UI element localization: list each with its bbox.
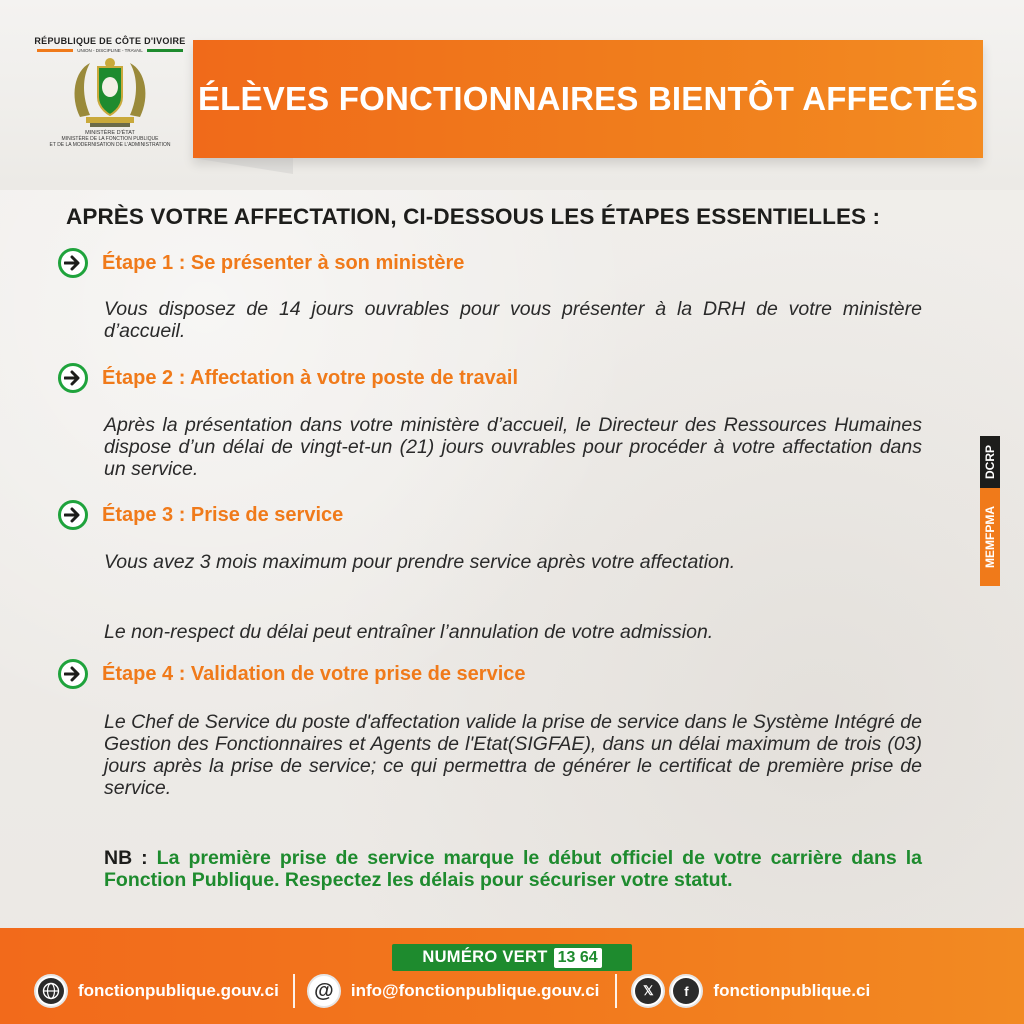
ministry-logo: [30, 36, 190, 166]
republic-name: RÉPUBLIQUE DE CÔTE D'IVOIRE: [34, 36, 186, 46]
flag-row: [30, 48, 190, 53]
motto: UNION - DISCIPLINE - TRAVAIL: [77, 48, 143, 53]
side-tag-dcrp: DCRP: [980, 436, 1000, 488]
title-banner: [193, 40, 983, 158]
step-title: Étape 4 : Validation de votre prise de service: [102, 662, 526, 685]
nb-note: [104, 847, 922, 891]
green-number-label: NUMÉRO VERT: [422, 948, 548, 966]
ministry-line-1: MINISTÈRE D'ÉTAT: [85, 130, 135, 136]
flag-green-bar: [147, 49, 183, 52]
arrow-right-icon: [58, 248, 88, 278]
arrow-right-icon: [58, 363, 88, 393]
step-3-header: [58, 500, 343, 530]
ministry-line-3: ET DE LA MODERNISATION DE L'ADMINISTRATION: [49, 142, 171, 148]
step-4-body: Le Chef de Service du poste d'affectation valide la prise de service dans le Système Intégré de Gestion des Fonctionnaires et Agents de l'Etat(SIGFAE), dans un délai maximum de trois (03) jours après la prise de service; ce qui permettra de générer le certificat de première prise de service.: [104, 711, 922, 799]
step-2-header: [58, 363, 518, 393]
step-2-body: Après la présentation dans votre ministère d’accueil, le Directeur des Ressources Humaines dispose d’un délai de vingt-et-un (21) jours ouvrables pour procéder à votre affectation dans un service.: [104, 414, 922, 480]
email-link[interactable]: [307, 974, 600, 1008]
side-tag: [980, 436, 1000, 586]
page-title: ÉLÈVES FONCTIONNAIRES BIENTÔT AFFECTÉS: [197, 80, 979, 117]
step-title: Étape 1 : Se présenter à son ministère: [102, 251, 465, 274]
step-1-body: Vous disposez de 14 jours ouvrables pour vous présenter à la DRH de votre ministère d’accueil.: [104, 298, 922, 342]
arrow-right-icon: [58, 500, 88, 530]
ministry-line-2: MINISTÈRE DE LA FONCTION PUBLIQUE: [61, 136, 159, 142]
website-text: fonctionpublique.gouv.ci: [78, 981, 279, 1000]
x-icon: 𝕏: [631, 974, 665, 1008]
globe-icon: [34, 974, 68, 1008]
social-text: fonctionpublique.ci: [713, 981, 871, 1000]
flag-orange-bar: [37, 49, 73, 52]
arrow-right-icon: [58, 659, 88, 689]
step-4-header: [58, 659, 526, 689]
footer-separator: [293, 974, 295, 1008]
footer-contacts: [0, 968, 1024, 1014]
step-3-warning: Le non-respect du délai peut entraîner l’annulation de votre admission.: [104, 621, 714, 643]
coat-of-arms-icon: [68, 57, 152, 129]
step-title: Étape 2 : Affectation à votre poste de travail: [102, 366, 519, 389]
section-subtitle: APRÈS VOTRE AFFECTATION, CI-DESSOUS LES ÉTAPES ESSENTIELLES :: [66, 204, 881, 229]
green-number-value: 13 64: [554, 948, 602, 968]
email-text: info@fonctionpublique.gouv.ci: [350, 981, 600, 1000]
banner-shadow: [193, 158, 293, 174]
step-1-header: [58, 248, 464, 278]
nb-text: La première prise de service marque le début officiel de votre carrière dans la Fonction Publique. Respectez les délais pour sécuriser votre statut.: [104, 847, 922, 891]
step-title: Étape 3 : Prise de service: [102, 503, 344, 526]
side-tag-memfpma: MEMFPMA: [980, 488, 1000, 586]
at-icon: @: [307, 974, 341, 1008]
step-3-body: Vous avez 3 mois maximum pour prendre service après votre affectation.: [104, 551, 736, 573]
social-link[interactable]: [631, 974, 870, 1008]
nb-label: NB :: [104, 847, 148, 869]
green-number-badge: [392, 944, 632, 971]
footer-separator: [615, 974, 617, 1008]
facebook-icon: f: [669, 974, 703, 1008]
website-link[interactable]: [34, 974, 279, 1008]
